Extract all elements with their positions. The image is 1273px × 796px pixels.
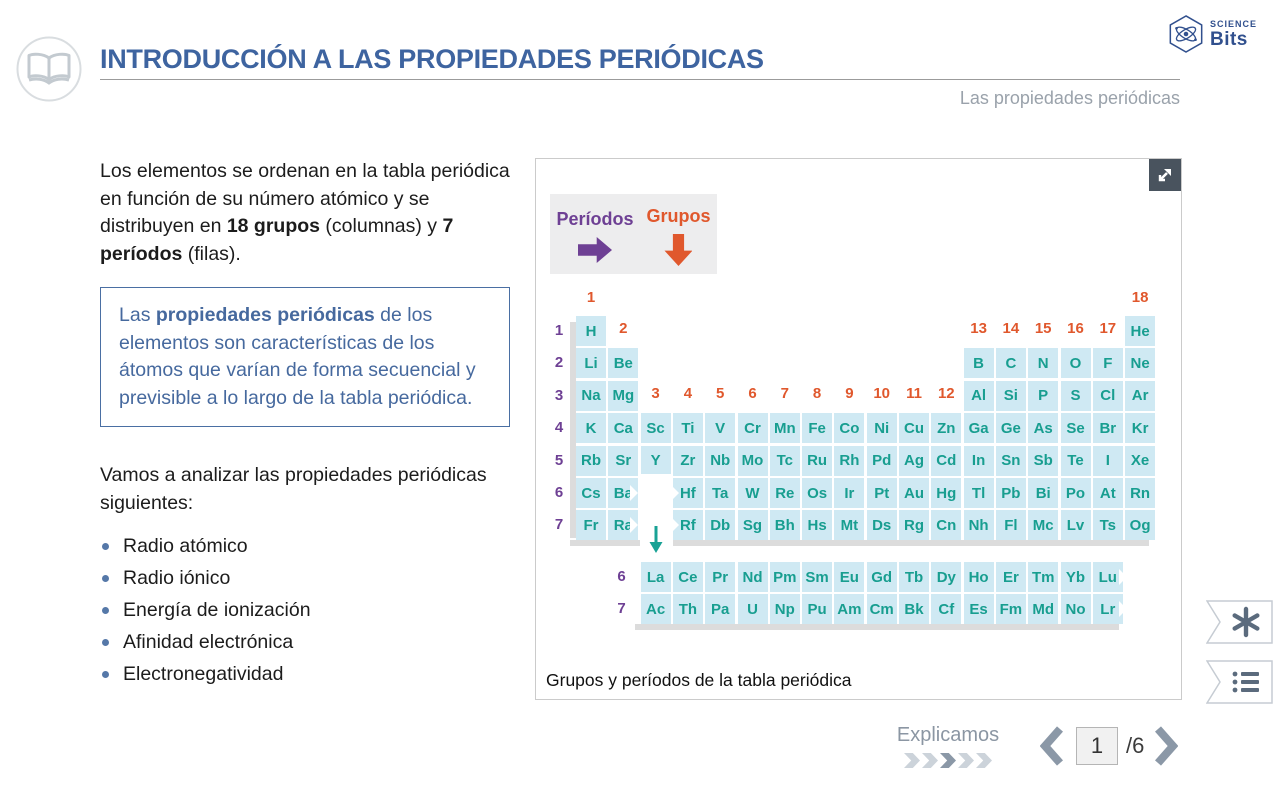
side-tab-index[interactable] [1206, 660, 1273, 704]
element-cell-Po: Po [1061, 478, 1091, 508]
table-shadow [635, 624, 1120, 630]
element-cell-Db: Db [705, 510, 735, 540]
element-cell-Cm: Cm [867, 594, 897, 624]
group-label-17: 17 [1099, 320, 1117, 337]
group-label-15: 15 [1034, 320, 1052, 337]
list-item [102, 658, 311, 690]
element-cell-Mc: Mc [1028, 510, 1058, 540]
element-cell-Se: Se [1061, 413, 1091, 443]
element-cell-As: As [1028, 413, 1058, 443]
element-cell-I: I [1093, 446, 1123, 476]
element-cell-Rg: Rg [899, 510, 929, 540]
group-label-5: 5 [716, 384, 725, 402]
element-cell-Al: Al [964, 381, 994, 411]
element-cell-O: O [1061, 348, 1091, 378]
bold-groups: 18 grupos [226, 215, 321, 237]
notch-decoration [1119, 569, 1127, 585]
element-cell-At: At [1093, 478, 1123, 508]
expand-icon [1156, 166, 1174, 184]
element-cell-S: S [1061, 381, 1091, 411]
element-cell-Tc: Tc [770, 446, 800, 476]
side-tab-notes[interactable] [1206, 600, 1273, 644]
element-cell-Md: Md [1028, 594, 1058, 624]
period-label-f: 7 [617, 600, 626, 618]
chevron-left-icon [1040, 725, 1064, 767]
element-cell-Ra: Ra [608, 510, 638, 540]
group-label-13: 13 [970, 320, 987, 337]
element-cell-Co: Co [834, 413, 864, 443]
element-cell-Lr: Lr [1093, 594, 1123, 624]
f-block-pointer [640, 474, 673, 560]
element-cell-Nd: Nd [738, 562, 768, 592]
element-cell-La: La [641, 562, 671, 592]
element-cell-Ti: Ti [673, 413, 703, 443]
list-icon [1230, 666, 1262, 698]
notch-decoration [671, 517, 679, 533]
element-cell-Sb: Sb [1028, 446, 1058, 476]
asterisk-icon [1230, 606, 1262, 638]
bullet-icon [102, 671, 109, 678]
logo-science-text: SCIENCE [1209, 18, 1257, 29]
group-label-11: 11 [906, 384, 922, 402]
period-label: 1 [554, 322, 564, 339]
bullet-icon [102, 607, 109, 614]
phase-label: Explicamos [896, 724, 1000, 746]
bullet-icon [102, 639, 109, 646]
period-label: 4 [554, 419, 564, 437]
notch-decoration [630, 485, 638, 501]
element-cell-Pm: Pm [770, 562, 800, 592]
figure-caption: Grupos y períodos de la tabla periódica [546, 670, 852, 690]
element-cell-Pb: Pb [996, 478, 1026, 508]
group-label-18: 18 [1131, 289, 1149, 306]
element-cell-Mn: Mn [770, 413, 800, 443]
pager [1040, 722, 1178, 770]
element-cell-Mt: Mt [834, 510, 864, 540]
element-cell-Ac: Ac [641, 594, 671, 624]
element-cell-W: W [738, 478, 768, 508]
element-cell-K: K [576, 413, 606, 443]
notch-decoration [671, 485, 679, 501]
group-label-6: 6 [748, 384, 757, 402]
element-cell-Rn: Rn [1125, 478, 1155, 508]
element-cell-No: No [1061, 594, 1091, 624]
element-cell-Hf: Hf [673, 478, 703, 508]
element-cell-Kr: Kr [1125, 413, 1155, 443]
element-cell-Cs: Cs [576, 478, 606, 508]
element-cell-Pr: Pr [705, 562, 735, 592]
element-cell-V: V [705, 413, 735, 443]
bold-periods: 7 períodos [100, 215, 454, 265]
element-cell-Rf: Rf [673, 510, 703, 540]
list-item-label: Radio iónico [123, 566, 231, 589]
page-title: INTRODUCCIÓN A LAS PROPIEDADES PERIÓDICAS [100, 44, 764, 74]
group-label-10: 10 [873, 384, 891, 402]
progress-chevron-active [940, 753, 956, 768]
element-cell-Li: Li [576, 348, 606, 378]
period-label: 2 [554, 354, 564, 372]
element-cell-Fm: Fm [996, 594, 1026, 624]
next-page-button[interactable] [1154, 725, 1178, 767]
groups-label: Grupos [646, 206, 711, 226]
element-cell-Dy: Dy [931, 562, 961, 592]
element-cell-Au: Au [899, 478, 929, 508]
element-cell-Tm: Tm [1028, 562, 1058, 592]
period-label: 3 [554, 386, 564, 404]
element-cell-B: B [964, 348, 994, 378]
element-cell-Lv: Lv [1061, 510, 1091, 540]
page-total: /6 [1126, 733, 1145, 758]
element-cell-Er: Er [996, 562, 1026, 592]
element-cell-Ba: Ba [608, 478, 638, 508]
list-item [102, 562, 311, 594]
element-cell-Re: Re [770, 478, 800, 508]
periods-label: Períodos [556, 209, 634, 229]
infobox-text: de los elementos son características de los átomos que varían de forma secuencial y previsible a lo largo de la tabla periódica. [119, 304, 476, 409]
group-label-8: 8 [812, 384, 822, 402]
period-label: 6 [554, 484, 564, 501]
list-item-label: Electronegatividad [123, 662, 284, 685]
element-cell-Ta: Ta [705, 478, 735, 508]
down-arrow-teal-icon [648, 524, 664, 556]
list-intro: Vamos a analizar las propiedades periódicas siguientes: [100, 464, 487, 514]
element-cell-Fr: Fr [576, 510, 606, 540]
group-label-9: 9 [845, 384, 854, 402]
element-cell-Rh: Rh [834, 446, 864, 476]
title-divider [100, 79, 1180, 80]
element-cell-N: N [1028, 348, 1058, 378]
group-label-12: 12 [937, 384, 955, 402]
element-cell-Pt: Pt [867, 478, 897, 508]
phase-progress [873, 753, 1023, 768]
science-bits-logo [1167, 14, 1257, 54]
phase-indicator[interactable] [873, 724, 1023, 768]
element-cell-Y: Y [641, 446, 671, 476]
period-label: 7 [554, 516, 564, 534]
element-cell-Pd: Pd [867, 446, 897, 476]
infobox-term: propiedades periódicas [155, 304, 375, 326]
element-cell-Pa: Pa [705, 594, 735, 624]
element-cell-He: He [1125, 316, 1155, 346]
element-cell-Rb: Rb [576, 446, 606, 476]
element-cell-Bh: Bh [770, 510, 800, 540]
element-cell-Ca: Ca [608, 413, 638, 443]
element-cell-Si: Si [996, 381, 1026, 411]
element-cell-Hs: Hs [802, 510, 832, 540]
list-item-label: Energía de ionización [123, 598, 311, 621]
figure-panel [535, 158, 1182, 700]
open-book-icon [16, 36, 82, 102]
lesson-subtitle: Las propiedades periódicas [959, 88, 1180, 108]
element-cell-Ru: Ru [802, 446, 832, 476]
progress-chevron [976, 753, 992, 768]
element-cell-Nb: Nb [705, 446, 735, 476]
progress-chevron [958, 753, 974, 768]
group-label-1: 1 [586, 289, 596, 306]
list-item-label: Afinidad electrónica [123, 630, 294, 653]
logo-bits-text: Bits [1209, 28, 1248, 50]
element-cell-Te: Te [1061, 446, 1091, 476]
element-cell-Ne: Ne [1125, 348, 1155, 378]
element-cell-Ho: Ho [964, 562, 994, 592]
element-cell-Mo: Mo [738, 446, 768, 476]
element-cell-Ga: Ga [964, 413, 994, 443]
element-cell-Be: Be [608, 348, 638, 378]
element-cell-Bk: Bk [899, 594, 929, 624]
intro-text: (columnas) y [320, 215, 443, 237]
atom-icon [1167, 14, 1205, 54]
bullet-icon [102, 543, 109, 550]
element-cell-Fe: Fe [802, 413, 832, 443]
element-cell-Ce: Ce [673, 562, 703, 592]
element-cell-Sr: Sr [608, 446, 638, 476]
element-cell-Og: Og [1125, 510, 1155, 540]
group-label-7: 7 [780, 384, 789, 402]
element-cell-Mg: Mg [608, 381, 638, 411]
chevron-right-icon [1154, 725, 1178, 767]
element-cell-Tl: Tl [964, 478, 994, 508]
element-cell-Os: Os [802, 478, 832, 508]
period-label-f: 6 [617, 568, 626, 585]
progress-chevron [922, 753, 938, 768]
group-label-4: 4 [683, 384, 693, 402]
element-cell-Pu: Pu [802, 594, 832, 624]
element-cell-Fl: Fl [996, 510, 1026, 540]
element-cell-Ts: Ts [1093, 510, 1123, 540]
element-cell-In: In [964, 446, 994, 476]
notch-decoration [633, 569, 641, 585]
notch-decoration [630, 517, 638, 533]
element-cell-Sn: Sn [996, 446, 1026, 476]
expand-button[interactable] [1149, 159, 1181, 191]
element-cell-Sm: Sm [802, 562, 832, 592]
list-item [102, 626, 311, 658]
element-cell-Th: Th [673, 594, 703, 624]
element-cell-Ge: Ge [996, 413, 1026, 443]
element-cell-Np: Np [770, 594, 800, 624]
element-cell-Zn: Zn [931, 413, 961, 443]
page-number-box[interactable]: 1 [1076, 727, 1118, 765]
key-concept-box [100, 287, 510, 427]
element-cell-Ni: Ni [867, 413, 897, 443]
notch-decoration [633, 601, 641, 617]
element-cell-Tb: Tb [899, 562, 929, 592]
element-cell-Es: Es [964, 594, 994, 624]
intro-text: Los elementos se ordenan en la tabla periódica en función de su número atómico y se distribuyen en [100, 160, 510, 237]
bullet-icon [102, 575, 109, 582]
element-cell-Cl: Cl [1093, 381, 1123, 411]
element-cell-Nh: Nh [964, 510, 994, 540]
element-cell-P: P [1028, 381, 1058, 411]
element-cell-Ag: Ag [899, 446, 929, 476]
element-cell-Bi: Bi [1028, 478, 1058, 508]
element-cell-Sc: Sc [641, 413, 671, 443]
period-label: 5 [554, 451, 564, 469]
intro-paragraph [100, 158, 520, 268]
element-cell-H: H [576, 316, 606, 346]
element-cell-Lu: Lu [1093, 562, 1123, 592]
element-cell-Yb: Yb [1061, 562, 1091, 592]
element-cell-Ds: Ds [867, 510, 897, 540]
element-cell-Ar: Ar [1125, 381, 1155, 411]
group-label-3: 3 [651, 384, 660, 402]
list-item [102, 530, 311, 562]
element-cell-Gd: Gd [867, 562, 897, 592]
group-label-14: 14 [1002, 320, 1020, 337]
progress-chevron [904, 753, 920, 768]
element-cell-Cu: Cu [899, 413, 929, 443]
group-label-2: 2 [619, 320, 628, 337]
element-cell-C: C [996, 348, 1026, 378]
element-cell-Hg: Hg [931, 478, 961, 508]
element-cell-Cn: Cn [931, 510, 961, 540]
prev-page-button[interactable] [1040, 725, 1064, 767]
element-cell-Na: Na [576, 381, 606, 411]
periodic-table [536, 159, 1181, 699]
intro-text: (filas). [182, 242, 241, 265]
element-cell-Xe: Xe [1125, 446, 1155, 476]
element-cell-Am: Am [834, 594, 864, 624]
element-cell-Cf: Cf [931, 594, 961, 624]
element-cell-Zr: Zr [673, 446, 703, 476]
notch-decoration [1119, 601, 1127, 617]
element-cell-Br: Br [1093, 413, 1123, 443]
properties-list [102, 530, 311, 690]
element-cell-Ir: Ir [834, 478, 864, 508]
element-cell-F: F [1093, 348, 1123, 378]
element-cell-Sg: Sg [738, 510, 768, 540]
list-item [102, 594, 311, 626]
infobox-text: Las [119, 304, 156, 326]
element-cell-Eu: Eu [834, 562, 864, 592]
group-label-16: 16 [1067, 320, 1084, 337]
element-cell-Cd: Cd [931, 446, 961, 476]
list-item-label: Radio atómico [123, 534, 248, 557]
element-cell-Cr: Cr [738, 413, 768, 443]
element-cell-U: U [738, 594, 768, 624]
